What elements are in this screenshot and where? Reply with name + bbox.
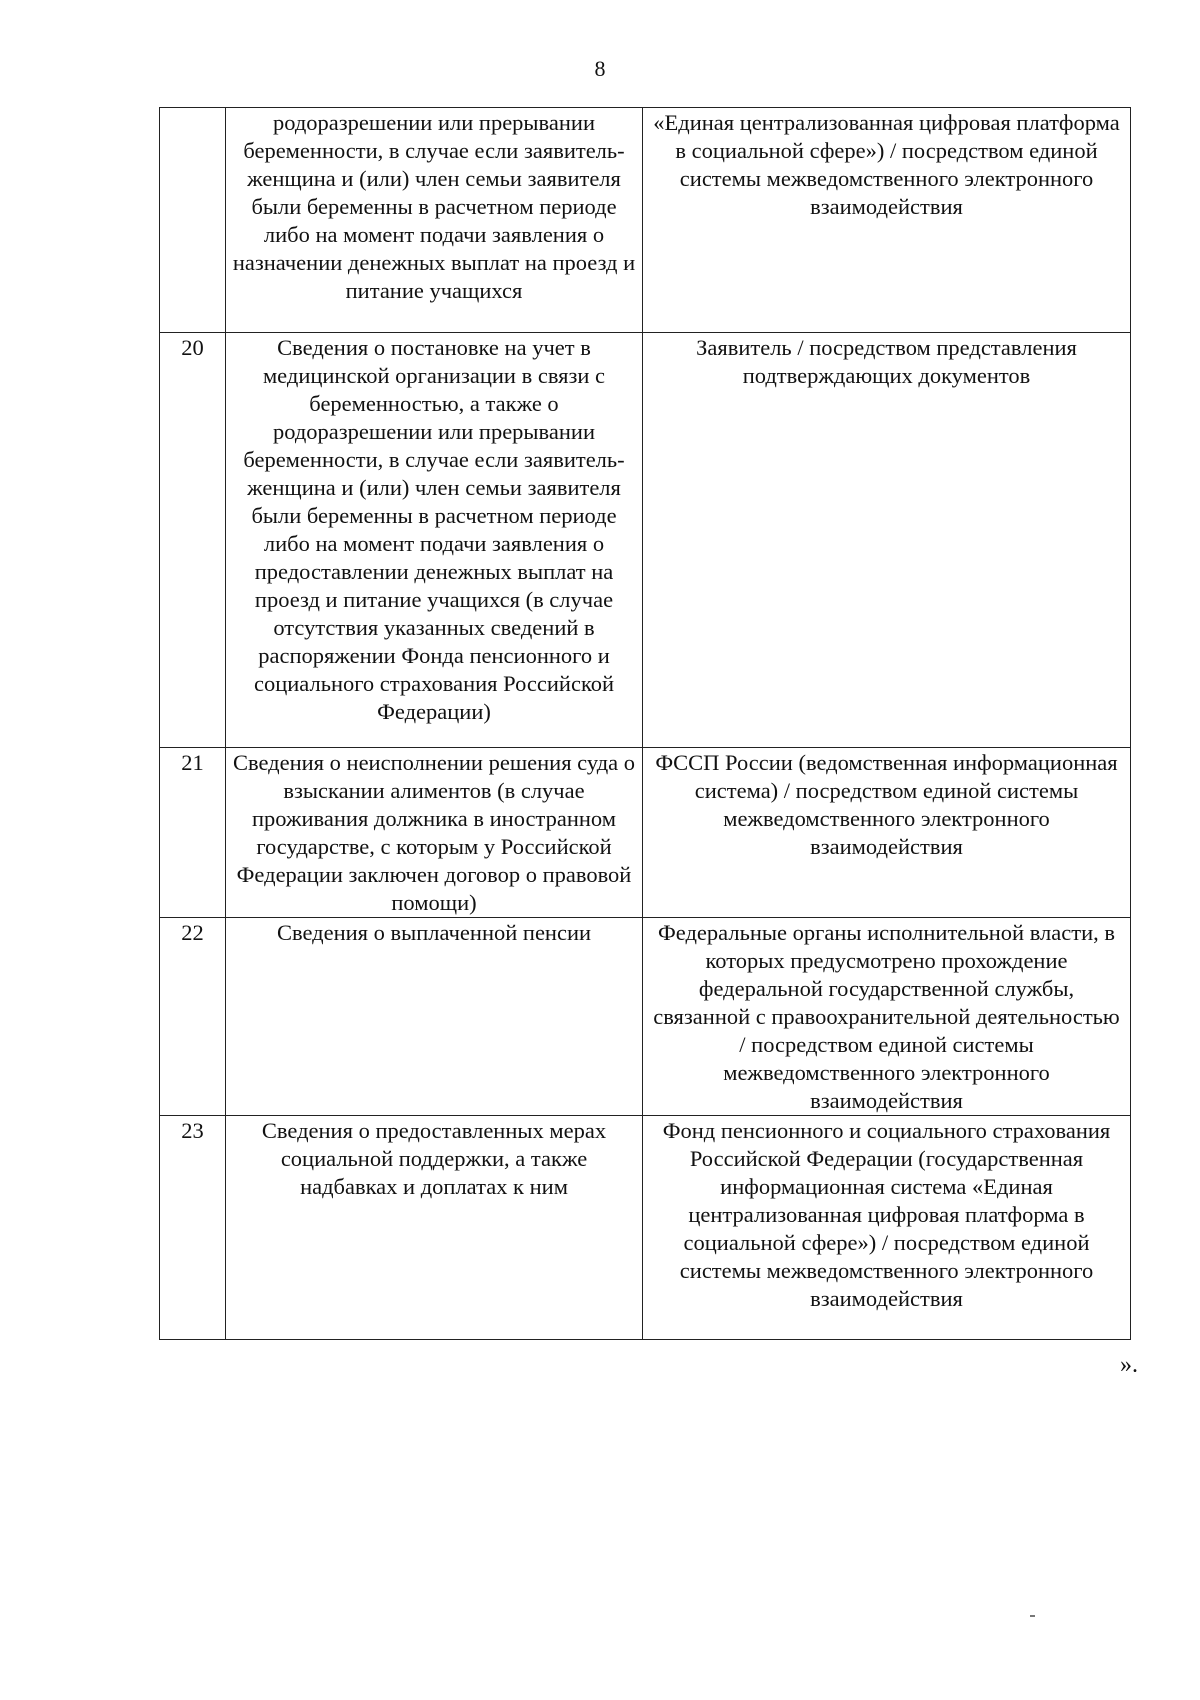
source-cell: Заявитель / посредством представления подтверждающих документов [643,333,1131,748]
table-row [160,918,1131,1116]
info-cell: родоразрешении или прерывании беременности, в случае если заявитель-женщина и (или) член семьи заявителя были беременны в расчетном периоде либо на момент подачи заявления о назначении денежных выплат на проезд и питание учащихся [226,108,643,333]
row-number: 22 [160,918,226,1116]
row-number: 20 [160,333,226,748]
table-row [160,748,1131,918]
info-cell: Сведения о выплаченной пенсии [226,918,643,1116]
row-number: 23 [160,1116,226,1340]
table-row [160,1116,1131,1340]
source-cell: Фонд пенсионного и социального страхования Российской Федерации (государственная информационная система «Единая централизованная цифровая платформа в социальной сфере») / посредством единой системы межведомственного электронного взаимодействия [643,1116,1131,1340]
table-row [160,333,1131,748]
info-cell: Сведения о постановке на учет в медицинской организации в связи с беременностью, а также о родоразрешении или прерывании беременности, в случае если заявитель-женщина и (или) член семьи заявителя были беременны в расчетном периоде либо на момент подачи заявления о предоставлении денежных выплат на проезд и питание учащихся (в случае отсутствия указанных сведений в распоряжении Фонда пенсионного и социального страхования Российской Федерации) [226,333,643,748]
scan-artifact [1030,1615,1035,1617]
row-number: 21 [160,748,226,918]
info-cell: Сведения о предоставленных мерах социальной поддержки, а также надбавках и доплатах к ним [226,1116,643,1340]
info-cell: Сведения о неисполнении решения суда о взыскании алиментов (в случае проживания должника в иностранном государстве, с которым у Российской Федерации заключен договор о правовой помощи) [226,748,643,918]
table-row [160,108,1131,333]
source-cell: «Единая централизованная цифровая платформа в социальной сфере») / посредством единой системы межведомственного электронного взаимодействия [643,108,1131,333]
source-cell: Федеральные органы исполнительной власти, в которых предусмотрено прохождение федеральной государственной службы, связанной с правоохранительной деятельностью / посредством единой системы межведомственного электронного взаимодействия [643,918,1131,1116]
documents-table [159,107,1131,1340]
page-number: 8 [594,56,606,81]
source-cell: ФССП России (ведомственная информационная система) / посредством единой системы межведомственного электронного взаимодействия [643,748,1131,918]
closing-quote-mark: ». [1120,1352,1138,1378]
row-number [160,108,226,333]
